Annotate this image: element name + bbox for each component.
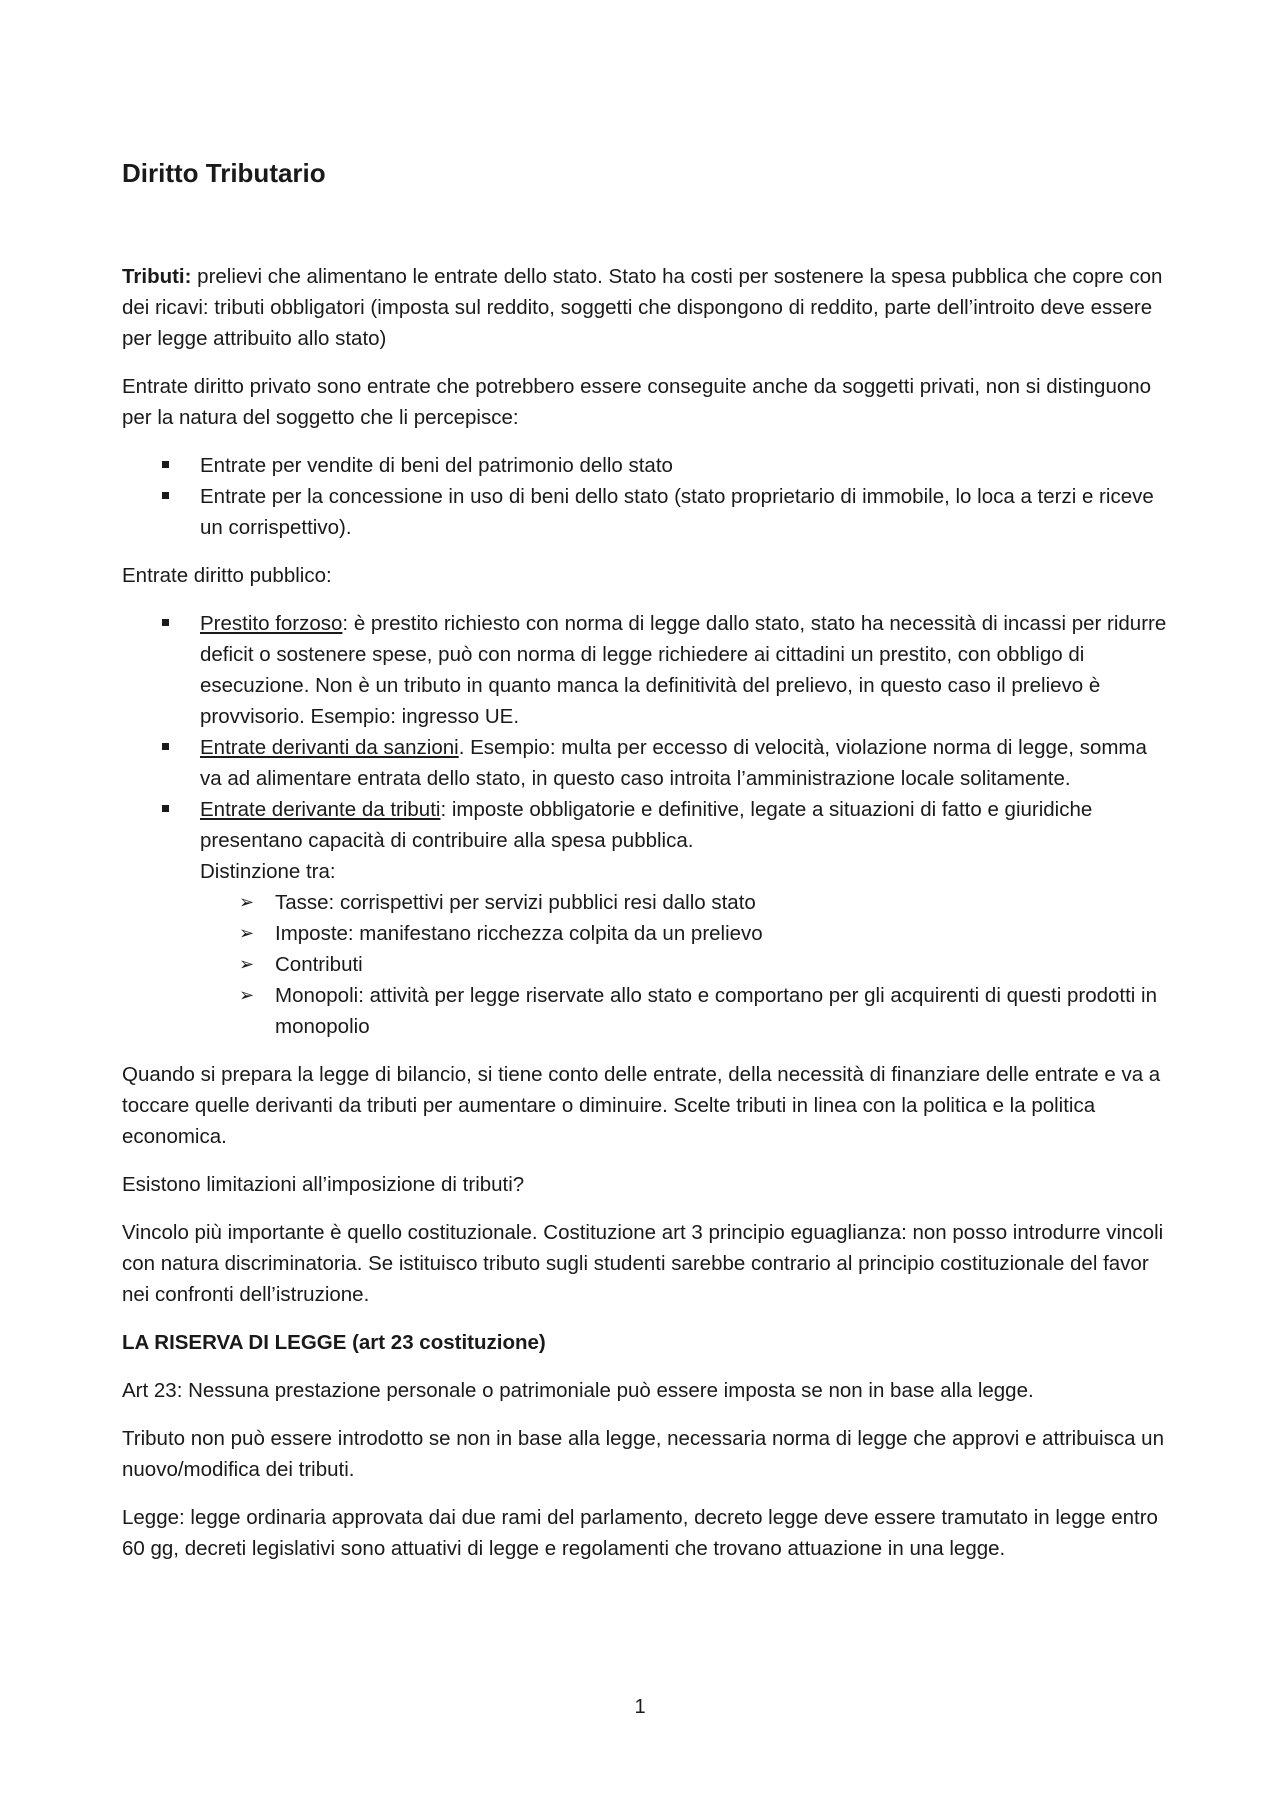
- document-title: Diritto Tributario: [122, 158, 326, 188]
- term-prestito-forzoso: Prestito forzoso: [200, 612, 343, 635]
- page-number: 1: [634, 1696, 646, 1718]
- paragraph-entrate-pubbliche: Entrate diritto pubblico:: [122, 564, 332, 587]
- sublist-item: ➢ Contributi: [275, 949, 1168, 980]
- term-sanzioni: Entrate derivanti da sanzioni: [200, 736, 459, 759]
- paragraph-vincolo: Vincolo più importante è quello costituzionale. Costituzione art 3 principio eguaglianza: non posso introdurre vincoli con natura discriminatoria. Se istituisco tributo sugli studenti sarebbe contrario al principio costituzionale del favor nei confronti dell’istruzione.: [122, 1221, 1164, 1306]
- arrow-bullet-icon: ➢: [239, 954, 255, 974]
- list-item: Entrate per la concessione in uso di beni dello stato (stato proprietario di immobile, lo loca a terzi e riceve un corrispettivo).: [200, 481, 1168, 543]
- private-income-list: [122, 450, 1168, 543]
- paragraph-tributo-legge: Tributo non può essere introdotto se non in base alla legge, necessaria norma di legge che approvi e attribuisca un nuovo/modifica dei tributi.: [122, 1427, 1164, 1481]
- paragraph-legge-bilancio: Quando si prepara la legge di bilancio, si tiene conto delle entrate, della necessità di finanziare delle entrate e va a toccare quelle derivanti da tributi per aumentare o diminuire. Scelte tributi in linea con la politica e la politica economica.: [122, 1063, 1161, 1148]
- paragraph-legge-types: Legge: legge ordinaria approvata dai due rami del parlamento, decreto legge deve essere tramutato in legge entro 60 gg, decreti legislativi sono attuativi di legge e regolamenti che trovano attuazione in una legge.: [122, 1506, 1158, 1560]
- tributi-sublist: [122, 887, 1168, 1042]
- arrow-bullet-icon: ➢: [239, 923, 255, 943]
- sublist-item: ➢ Tasse: corrispettivi per servizi pubblici resi dallo stato: [275, 887, 1168, 918]
- list-item: Entrate derivanti da sanzioni. Esempio: multa per eccesso di velocità, violazione norma di legge, somma va ad alimentare entrata dello stato, in questo caso introita l’amministrazione locale solitamente.: [200, 732, 1168, 794]
- paragraph-art23: Art 23: Nessuna prestazione personale o patrimoniale può essere imposta se non in base alla legge.: [122, 1379, 1034, 1402]
- term-tributi: Tributi:: [122, 265, 192, 288]
- sublist-item: ➢ Monopoli: attività per legge riservate allo stato e comportano per gli acquirenti di questi prodotti in monopolio: [275, 980, 1168, 1042]
- arrow-bullet-icon: ➢: [239, 892, 255, 912]
- term-tributi-entrate: Entrate derivante da tributi: [200, 798, 441, 821]
- paragraph-entrate-private: Entrate diritto privato sono entrate che potrebbero essere conseguite anche da soggetti privati, non si distinguono per la natura del soggetto che li percepisce:: [122, 375, 1152, 429]
- list-item: Entrate per vendite di beni del patrimonio dello stato: [200, 450, 1168, 481]
- list-item: Entrate derivante da tributi: imposte obbligatorie e definitive, legate a situazioni di fatto e giuridiche presentano capacità di contribuire alla spesa pubblica. Distinzione tra:: [200, 794, 1168, 887]
- section-heading: LA RISERVA DI LEGGE (art 23 costituzione): [122, 1331, 546, 1354]
- list-item: Prestito forzoso: è prestito richiesto con norma di legge dallo stato, stato ha necessità di incassi per ridurre deficit o sostenere spese, può con norma di legge richiedere ai cittadini un prestito, con obbligo di esecuzione. Non è un tributo in quanto manca la definitività del prelievo, in questo caso il prelievo è provvisorio. Esempio: ingresso UE.: [200, 608, 1168, 732]
- paragraph-tributi: Tributi: prelievi che alimentano le entrate dello stato. Stato ha costi per sostenere la spesa pubblica che copre con dei ricavi: tributi obbligatori (imposta sul reddito, soggetti che dispongono di reddito, parte dell’introito deve essere per legge attribuito allo stato): [122, 265, 1163, 350]
- public-income-list: [122, 608, 1168, 887]
- distinction-label: Distinzione tra:: [200, 860, 336, 883]
- paragraph-question: Esistono limitazioni all’imposizione di tributi?: [122, 1173, 525, 1196]
- arrow-bullet-icon: ➢: [239, 985, 255, 1005]
- sublist-item: ➢ Imposte: manifestano ricchezza colpita da un prelievo: [275, 918, 1168, 949]
